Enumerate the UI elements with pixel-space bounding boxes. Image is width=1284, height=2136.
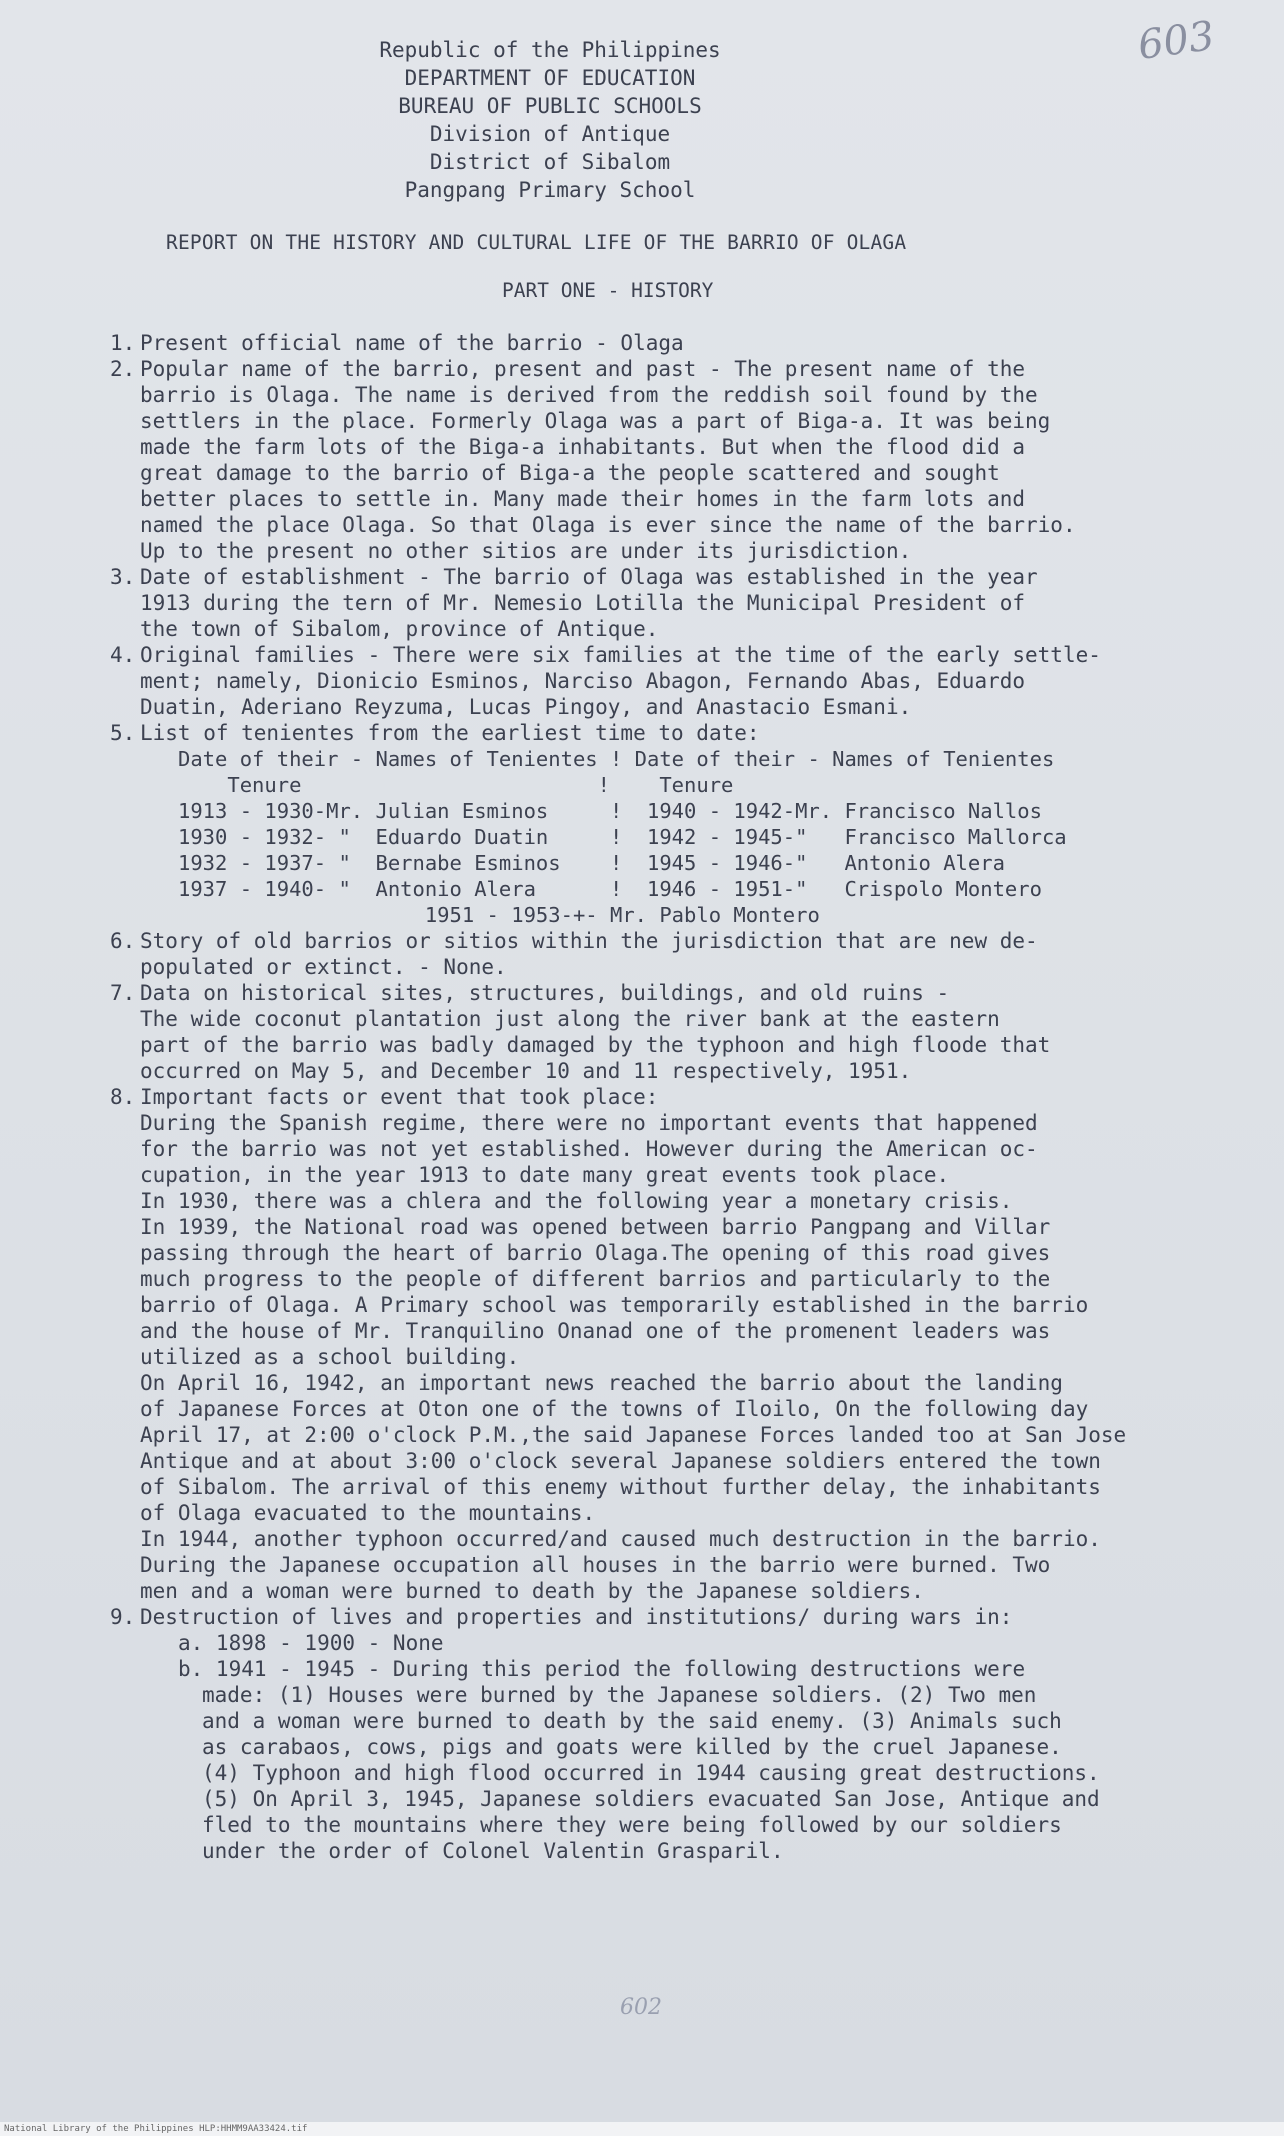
letterhead bbox=[110, 36, 990, 204]
tenientes-table bbox=[178, 746, 1067, 928]
item-line: Duatin, Aderiano Reyzuma, Lucas Pingoy, and Anastacio Esmani. bbox=[140, 695, 912, 719]
header-line: Division of Antique bbox=[429, 122, 671, 146]
item-line: men and a woman were burned to death by the Japanese soldiers. bbox=[140, 1579, 924, 1603]
archive-footer: National Library of the Philippines HLP:HHMM9AA33424.tif bbox=[0, 2122, 1284, 2136]
item-7: 7. Data on historical sites, structures, buildings, and old ruins - The wide coconut plantation just along the river bank at the eastern part of the barrio was badly damaged by the typhoon and high floode that occurred on May 5, and December 10 and 11 respectively, 1951. bbox=[110, 980, 1260, 1084]
item-line: (5) On April 3, 1945, Japanese soldiers evacuated San Jose, Antique and bbox=[202, 1787, 1100, 1811]
report-title: REPORT ON THE HISTORY AND CULTURAL LIFE OF THE BARRIO OF OLAGA bbox=[166, 231, 907, 254]
item-line: b. 1941 - 1945 - During this period the following destructions were bbox=[178, 1657, 1026, 1681]
item-line: Antique and at about 3:00 o'clock several Japanese soldiers entered the town bbox=[140, 1449, 1101, 1473]
handwritten-footer-number: 602 bbox=[620, 1995, 662, 2020]
item-line: In 1939, the National road was opened between barrio Pangpang and Villar bbox=[140, 1215, 1051, 1239]
item-line: The wide coconut plantation just along the river bank at the eastern bbox=[140, 1007, 1000, 1031]
item-line: List of tenientes from the earliest time to date: bbox=[140, 721, 760, 745]
item-3: 3. Date of establishment - The barrio of Olaga was established in the year 1913 during the tern of Mr. Nemesio Lotilla the Municipal President of the town of Sibalom, province of Antique. bbox=[110, 564, 1260, 642]
item-line: Data on historical sites, structures, buildings, and old ruins - bbox=[140, 981, 950, 1005]
item-line: and a woman were burned to death by the said enemy. (3) Animals such bbox=[202, 1709, 1062, 1733]
table-row: 1937 - 1940- " Antonio Alera ! 1946 - 1951-" Crispolo Montero bbox=[178, 877, 1042, 901]
item-line: and the house of Mr. Tranquilino Onanad one of the promenent leaders was bbox=[140, 1319, 1051, 1343]
item-line: made the farm lots of the Biga-a inhabitants. But when the flood did a bbox=[140, 435, 1026, 459]
item-line: a. 1898 - 1900 - None bbox=[178, 1631, 444, 1655]
item-line: of Olaga evacuated to the mountains. bbox=[140, 1501, 596, 1525]
item-line: Popular name of the barrio, present and past - The present name of the bbox=[140, 357, 1026, 381]
item-line: On April 16, 1942, an important news reached the barrio about the landing bbox=[140, 1371, 1063, 1395]
item-line: During the Spanish regime, there were no important events that happened bbox=[140, 1111, 1038, 1135]
item-line: (4) Typhoon and high flood occurred in 1944 causing great destructions. bbox=[202, 1761, 1100, 1785]
item-4: 4. Original families - There were six families at the time of the early settle- ment; namely, Dionicio Esminos, Narciso Abagon, Fernando Abas, Eduardo Duatin, Aderiano Reyzuma, Lucas Pingoy, and Anastacio Esmani. bbox=[110, 642, 1260, 720]
item-line: as carabaos, cows, pigs and goats were killed by the cruel Japanese. bbox=[202, 1735, 1062, 1759]
item-text: Present official name of the barrio - Olaga bbox=[140, 331, 684, 355]
table-row: 1951 - 1953-+- Mr. Pablo Montero bbox=[178, 903, 820, 927]
item-line: for the barrio was not yet established. However during the American oc- bbox=[140, 1137, 1038, 1161]
header-line: BUREAU OF PUBLIC SCHOOLS bbox=[398, 94, 702, 118]
item-line: Destruction of lives and properties and institutions/ during wars in: bbox=[140, 1605, 1013, 1629]
item-1: 1. Present official name of the barrio - Olaga bbox=[110, 330, 1260, 356]
item-line: Story of old barrios or sitios within the jurisdiction that are new de- bbox=[140, 929, 1038, 953]
item-line: barrio of Olaga. A Primary school was temporarily established in the barrio bbox=[140, 1293, 1089, 1317]
item-line: In 1930, there was a chlera and the following year a monetary crisis. bbox=[140, 1189, 1013, 1213]
item-line: better places to settle in. Many made their homes in the farm lots and bbox=[140, 487, 1026, 511]
item-line: named the place Olaga. So that Olaga is ever since the name of the barrio. bbox=[140, 513, 1076, 537]
item-line: Original families - There were six families at the time of the early settle- bbox=[140, 643, 1101, 667]
item-line: of Sibalom. The arrival of this enemy without further delay, the inhabitants bbox=[140, 1475, 1101, 1499]
item-line: passing through the heart of barrio Olaga.The opening of this road gives bbox=[140, 1241, 1051, 1265]
item-line: fled to the mountains where they were being followed by our soldiers bbox=[202, 1813, 1062, 1837]
table-row: 1932 - 1937- " Bernabe Esminos ! 1945 - 1946-" Antonio Alera bbox=[178, 851, 1005, 875]
item-2: 2. Popular name of the barrio, present and past - The present name of the barrio is Olaga. The name is derived from the reddish soil found by the settlers in the place. Formerly Olaga was a part of Biga-a. It was being made the farm lots of the Biga-a inhabitants. But when the flood did a great damage to the barrio of Biga-a the people scattered and sought better places to settle in. Many made their homes in the farm lots and named the place Olaga. So that Olaga is ever since the name of the barrio. Up to the present no other sitios are under its jurisdiction. bbox=[110, 356, 1260, 564]
item-line: 1913 during the tern of Mr. Nemesio Lotilla the Municipal President of bbox=[140, 591, 1026, 615]
item-line: under the order of Colonel Valentin Grasparil. bbox=[202, 1839, 784, 1863]
item-line: much progress to the people of different barrios and particularly to the bbox=[140, 1267, 1051, 1291]
item-line: settlers in the place. Formerly Olaga was a part of Biga-a. It was being bbox=[140, 409, 1051, 433]
header-line: DEPARTMENT OF EDUCATION bbox=[404, 66, 696, 90]
report-body bbox=[110, 36, 1260, 1864]
item-line: April 17, at 2:00 o'clock P.M.,the said Japanese Forces landed too at San Jose bbox=[140, 1423, 1127, 1447]
item-line: Important facts or event that took place: bbox=[140, 1085, 659, 1109]
item-line: occurred on May 5, and December 10 and 11 respectively, 1951. bbox=[140, 1059, 912, 1083]
header-line: Republic of the Philippines bbox=[379, 38, 721, 62]
item-line: ment; namely, Dionicio Esminos, Narciso Abagon, Fernando Abas, Eduardo bbox=[140, 669, 1026, 693]
item-line: Date of establishment - The barrio of Olaga was established in the year bbox=[140, 565, 1038, 589]
item-line: barrio is Olaga. The name is derived from the reddish soil found by the bbox=[140, 383, 1038, 407]
part-heading: PART ONE - HISTORY bbox=[502, 279, 714, 302]
item-line: populated or extinct. - None. bbox=[140, 955, 507, 979]
header-line: District of Sibalom bbox=[429, 150, 671, 174]
item-line: utilized as a school building. bbox=[140, 1345, 520, 1369]
item-line: the town of Sibalom, province of Antique. bbox=[140, 617, 659, 641]
item-8: 8. Important facts or event that took place: During the Spanish regime, there were no important events that happened for the barrio was not yet established. However during the American oc- cupation, in the year 1913 to date many great events took place. In 1930, there was a chlera and the following year a monetary crisis. In 1939, the National road was opened between barrio Pangpang and Villar passing through the heart of barrio Olaga.The opening of this road gives much progress to the people of different barrios and particularly to the barrio of Olaga. A Primary school was temporarily established in the barrio and the house of Mr. Tranquilino Onanad one of the promenent leaders was utilized as a school building. On April 16, 1942, an important news reached the barrio about the landing of Japanese Forces at Oton one of the towns of Iloilo, On the following day April 17, at 2:00 o'clock P.M.,the said Japanese Forces landed too at San Jose Antique and at about 3:00 o'clock several Japanese soldiers entered the town of Sibalom. The arrival of this enemy without further delay, the inhabitants of Olaga evacuated to the mountains. In 1944, another typhoon occurred/and caused much destruction in the barrio. During the Japanese occupation all houses in the barrio were burned. Two men and a woman were burned to death by the Japanese soldiers. bbox=[110, 1084, 1260, 1604]
item-line: made: (1) Houses were burned by the Japanese soldiers. (2) Two men bbox=[202, 1683, 1037, 1707]
handwritten-page-number: 603 bbox=[1134, 12, 1217, 70]
table-header: Date of their - Names of Tenientes ! Date of their - Names of Tenientes bbox=[178, 747, 1055, 771]
table-row: 1930 - 1932- " Eduardo Duatin ! 1942 - 1945-" Francisco Mallorca bbox=[178, 825, 1067, 849]
item-line: Up to the present no other sitios are under its jurisdiction. bbox=[140, 539, 912, 563]
item-line: During the Japanese occupation all houses in the barrio were burned. Two bbox=[140, 1553, 1051, 1577]
item-line: cupation, in the year 1913 to date many great events took place. bbox=[140, 1163, 950, 1187]
table-header: Tenure ! Tenure bbox=[178, 773, 734, 797]
item-line: great damage to the barrio of Biga-a the people scattered and sought bbox=[140, 461, 1000, 485]
item-5: 5. List of tenientes from the earliest time to date: Date of their - Names of Tenientes ! Date of their - Names of Tenientes Tenure ! Tenure 1913 - 1930-Mr. Julian Esminos ! 1940 - 1942-Mr. Francisco Nallos 1930 - 1932- " Eduardo Duatin ! 1942 - 1945-" Francisco Mallorca 1932 - 1937- " Bernabe Esminos ! 1945 - 1946-" Antonio Alera 1937 - 1940- " Antonio Alera ! 1946 - 1951-" Crispolo Montero 1951 - 1953-+- Mr. Pablo Montero bbox=[110, 720, 1260, 928]
item-list bbox=[110, 330, 1260, 1864]
item-9: 9. Destruction of lives and properties and institutions/ during wars in: a. 1898 - 1900 - None b. 1941 - 1945 - During this period the following destructions were made: (1) Houses were burned by the Japanese soldiers. (2) Two men and a woman were burned to death by the said enemy. (3) Animals such as carabaos, cows, pigs and goats were killed by the cruel Japanese. (4) Typhoon and high flood occurred in 1944 causing great destructions. (5) On April 3, 1945, Japanese soldiers evacuated San Jose, Antique and fled to the mountains where they were being followed by our soldiers under the order of Colonel Valentin Grasparil. bbox=[110, 1604, 1260, 1864]
item-line: part of the barrio was badly damaged by the typhoon and high floode that bbox=[140, 1033, 1051, 1057]
item-line: of Japanese Forces at Oton one of the towns of Iloilo, On the following day bbox=[140, 1397, 1089, 1421]
item-line: In 1944, another typhoon occurred/and caused much destruction in the barrio. bbox=[140, 1527, 1101, 1551]
header-line: Pangpang Primary School bbox=[404, 178, 696, 202]
item-6: 6. Story of old barrios or sitios within the jurisdiction that are new de- populated or extinct. - None. bbox=[110, 928, 1260, 980]
table-row: 1913 - 1930-Mr. Julian Esminos ! 1940 - 1942-Mr. Francisco Nallos bbox=[178, 799, 1042, 823]
